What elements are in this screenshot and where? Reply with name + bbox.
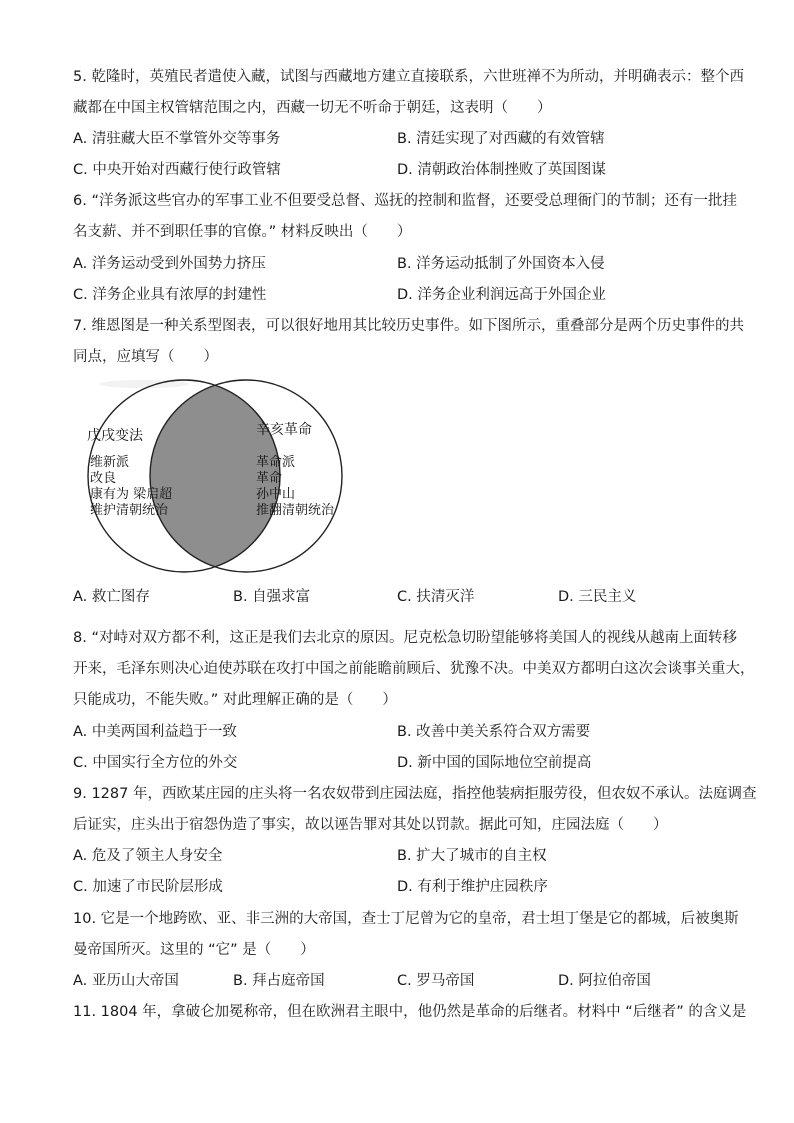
q8-stem-line3: 只能成功，不能失败。” 对此理解正确的是（ ） bbox=[73, 692, 397, 708]
q8-stem-line1: 8. “对峙对双方都不利，这正是我们去北京的原因。尼克松急切盼望能够将美国人的视线从越南上面转移 bbox=[73, 630, 737, 646]
q11-stem-line1: 11. 1804 年，拿破仑加冕称帝，但在欧洲君主眼中，他仍然是革命的后继者。材料中 “后继者” 的含义是 bbox=[73, 1004, 747, 1020]
q7-stem-line2: 同点，应填写（ ） bbox=[73, 349, 218, 365]
venn-overlap bbox=[150, 380, 342, 572]
q10-option-a[interactable]: A. 亚历山大帝国 bbox=[73, 973, 179, 989]
venn-left-item: 维新派 bbox=[90, 455, 130, 470]
q9-option-d[interactable]: D. 有利于维护庄园秩序 bbox=[397, 879, 548, 895]
q7-option-a[interactable]: A. 救亡图存 bbox=[73, 589, 150, 605]
venn-left-item: 康有为 梁启超 bbox=[90, 487, 173, 502]
q5-option-b[interactable]: B. 清廷实现了对西藏的有效管辖 bbox=[397, 131, 605, 147]
q9-stem-line1: 9. 1287 年，西欧某庄园的庄头将一名农奴带到庄园法庭，指控他装病拒服劳役，但农奴不承认。法庭调查 bbox=[73, 786, 757, 802]
q6-option-d[interactable]: D. 洋务企业利润远高于外国企业 bbox=[397, 287, 606, 303]
q10-stem-line2: 曼帝国所灭。这里的 “它” 是（ ） bbox=[73, 942, 315, 958]
venn-right-item: 革命 bbox=[256, 471, 283, 486]
q8-option-a[interactable]: A. 中美两国利益趋于一致 bbox=[73, 724, 237, 740]
q9-option-c[interactable]: C. 加速了市民阶层形成 bbox=[73, 879, 223, 895]
q7-option-d[interactable]: D. 三民主义 bbox=[558, 589, 637, 605]
q8-option-d[interactable]: D. 新中国的国际地位空前提高 bbox=[397, 755, 592, 771]
q6-stem-line2: 名支薪、并不到职任事的官僚。” 材料反映出（ ） bbox=[73, 224, 412, 240]
venn-right-item: 革命派 bbox=[256, 455, 296, 470]
venn-left-item: 改良 bbox=[90, 471, 117, 486]
venn-right-item: 推翻清朝统治 bbox=[256, 503, 335, 518]
venn-left-item: 维护清朝统治 bbox=[90, 503, 169, 518]
q10-option-c[interactable]: C. 罗马帝国 bbox=[397, 973, 475, 989]
venn-left-title: 戊戌变法 bbox=[87, 428, 143, 444]
q7-option-c[interactable]: C. 扶清灭洋 bbox=[397, 589, 475, 605]
q10-option-d[interactable]: D. 阿拉伯帝国 bbox=[558, 973, 651, 989]
q6-stem-line1: 6. “洋务派这些官办的军事工业不但要受总督、巡抚的控制和监督，还要受总理衙门的节制；还有一批挂 bbox=[73, 193, 737, 209]
q5-option-d[interactable]: D. 清朝政治体制挫败了英国图谋 bbox=[397, 162, 606, 178]
q9-stem-line2: 后证实，庄头出于宿怨伪造了事实，故以诬告罪对其处以罚款。据此可知，庄园法庭（ ） bbox=[73, 817, 668, 833]
q9-option-b[interactable]: B. 扩大了城市的自主权 bbox=[397, 848, 547, 864]
q5-option-a[interactable]: A. 清驻藏大臣不掌管外交等事务 bbox=[73, 131, 281, 147]
q10-option-b[interactable]: B. 拜占庭帝国 bbox=[233, 973, 325, 989]
q5-option-c[interactable]: C. 中央开始对西藏行使行政管辖 bbox=[73, 162, 281, 178]
q9-option-a[interactable]: A. 危及了领主人身安全 bbox=[73, 848, 223, 864]
q10-stem-line1: 10. 它是一个地跨欧、亚、非三洲的大帝国，查士丁尼曾为它的皇帝，君士坦丁堡是它的都城，后被奥斯 bbox=[73, 911, 739, 927]
q5-stem-line2: 藏都在中国主权管辖范围之内，西藏一切无不听命于朝廷，这表明（ ） bbox=[73, 100, 552, 116]
q7-option-b[interactable]: B. 自强求富 bbox=[233, 589, 311, 605]
q8-option-b[interactable]: B. 改善中美关系符合双方需要 bbox=[397, 724, 591, 740]
q8-stem-line2: 开来，毛泽东则决心迫使苏联在攻打中国之前能瞻前顾后、犹豫不决。中美双方都明白这次会谈事关重大， bbox=[73, 661, 755, 677]
venn-right-title: 辛亥革命 bbox=[256, 422, 312, 438]
q6-option-c[interactable]: C. 洋务企业具有浓厚的封建性 bbox=[73, 287, 267, 303]
q6-option-b[interactable]: B. 洋务运动抵制了外国资本入侵 bbox=[397, 256, 605, 272]
scan-smudge bbox=[99, 380, 189, 388]
q8-option-c[interactable]: C. 中国实行全方位的外交 bbox=[73, 755, 238, 771]
q5-stem-line1: 5. 乾隆时，英殖民者遣使入藏，试图与西藏地方建立直接联系，六世班禅不为所动，并明确表示：整个西 bbox=[73, 69, 744, 85]
q6-option-a[interactable]: A. 洋务运动受到外国势力挤压 bbox=[73, 256, 266, 272]
q7-stem-line1: 7. 维恩图是一种关系型图表，可以很好地用其比较历史事件。如下图所示，重叠部分是两个历史事件的共 bbox=[73, 318, 744, 334]
venn-diagram bbox=[72, 378, 364, 574]
venn-right-item: 孙中山 bbox=[256, 487, 296, 502]
